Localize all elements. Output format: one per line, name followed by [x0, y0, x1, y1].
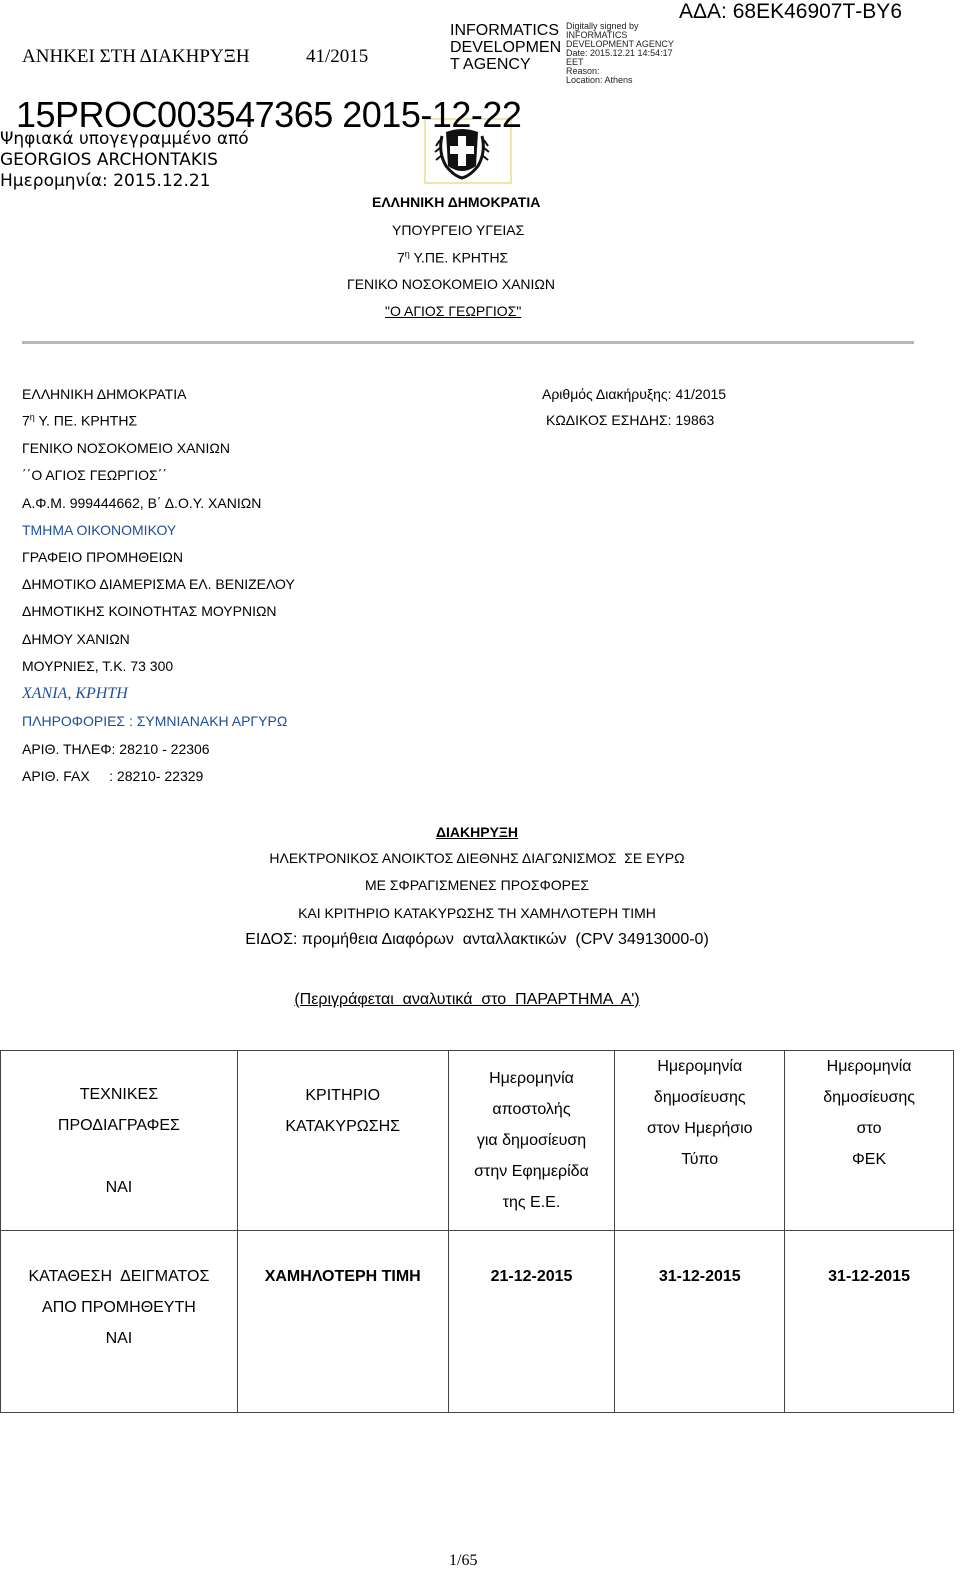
cell-text: 21-12-2015 — [490, 1268, 573, 1285]
digital-signature-block — [566, 22, 674, 85]
belongs-to-number: 41/2015 — [306, 46, 369, 67]
agency-line: INFORMATICS — [450, 22, 560, 39]
cell-text: ΧΑΜΗΛΟΤΕΡΗ ΤΙΜΗ — [264, 1268, 421, 1285]
esidis-code: ΚΩΔΙΚΟΣ ΕΣΗΔΗΣ: 19863 — [546, 412, 715, 428]
sender-tax-id: Α.Φ.Μ. 999444662, Β΄ Δ.Ο.Υ. ΧΑΝΙΩΝ — [22, 495, 262, 511]
cell-text: Ημερομηνία — [489, 1070, 574, 1087]
procurement-id: 15PROC003547365 2015-12-22 — [16, 94, 522, 135]
hospital-name-text: "Ο ΑΓΙΟΣ ΓΕΩΡΓΙΟΣ" — [385, 303, 522, 319]
region-name: Υ.ΠΕ. ΚΡΗΤΗΣ — [409, 249, 509, 266]
sender-phone: ΑΡΙΘ. ΤΗΛΕΦ: 28210 - 22306 — [22, 741, 210, 757]
sender-hospital-name: ΄΄Ο ΑΓΙΟΣ ΓΕΩΡΓΙΟΣ΄΄ — [22, 467, 168, 483]
sender-district: ΔΗΜΟΤΙΚΟ ΔΙΑΜΕΡΙΣΜΑ ΕΛ. ΒΕΝΙΖΕΛΟΥ — [22, 576, 295, 592]
table-header-row — [1, 1051, 954, 1231]
tender-summary-table — [0, 1050, 954, 1413]
document-heading: ΔΙΑΚΗΡΥΞΗ — [435, 824, 519, 840]
signed-by-name: GEORGIOS ARCHONTAKIS — [0, 150, 218, 170]
masthead-republic: ΕΛΛΗΝΙΚΗ ΔΗΜΟΚΡΑΤΙΑ — [372, 194, 541, 210]
cell-text: της Ε.Ε. — [502, 1194, 561, 1211]
table-cell — [1, 1231, 238, 1413]
cell-text: ΑΠΟ ΠΡΟΜΗΘΕΥΤΗ — [42, 1299, 196, 1316]
cell-text: ΝΑΙ — [105, 1178, 133, 1196]
cell-text: 31-12-2015 — [828, 1268, 910, 1285]
annex-reference: (Περιγράφεται αναλυτικά στο ΠΑΡΑΡΤΗΜΑ Α') — [294, 991, 640, 1008]
cell-text: στην Εφημερίδα — [474, 1163, 589, 1180]
cell-text: στο — [856, 1120, 882, 1137]
cell-text: ΤΕΧΝΙΚΕΣ — [79, 1085, 159, 1103]
tender-sealed: ΜΕ ΣΦΡΑΓΙΣΜΕΝΕΣ ΠΡΟΣΦΟΡΕΣ — [365, 877, 589, 893]
signature-line: Date: 2015.12.21 14:54:17 — [566, 48, 673, 58]
table-header-cell — [1, 1051, 238, 1231]
cell-text: Τύπο — [681, 1151, 719, 1168]
table-header-cell — [615, 1051, 785, 1231]
table-header-cell — [785, 1051, 954, 1231]
sender-municipality: ΔΗΜΟΥ ΧΑΝΙΩΝ — [22, 631, 130, 647]
agency-line: T AGENCY — [450, 56, 531, 73]
sender-community: ΔΗΜΟΤΙΚΗΣ ΚΟΙΝΟΤΗΤΑΣ ΜΟΥΡΝΙΩΝ — [22, 603, 277, 619]
sender-fax: ΑΡΙΘ. FAX : 28210- 22329 — [22, 768, 204, 784]
signed-by-label: Ψηφιακά υπογεγραμμένο από — [0, 129, 249, 149]
sender-department: ΤΜΗΜΑ ΟΙΚΟΝΟΜΙΚΟΥ — [22, 522, 177, 538]
header-divider — [22, 341, 914, 344]
table-cell — [785, 1231, 954, 1413]
region-number: 7 — [397, 249, 405, 266]
masthead-hospital: ΓΕΝΙΚΟ ΝΟΣΟΚΟΜΕΙΟ ΧΑΝΙΩΝ — [347, 276, 555, 292]
sender-region-sup: η — [29, 412, 35, 422]
cell-text: αποστολής — [492, 1101, 571, 1118]
table-cell — [237, 1231, 448, 1413]
cell-text: ΦΕΚ — [852, 1151, 887, 1168]
cell-text: ΚΡΙΤΗΡΙΟ — [305, 1087, 381, 1104]
sender-hospital: ΓΕΝΙΚΟ ΝΟΣΟΚΟΜΕΙΟ ΧΑΝΙΩΝ — [22, 440, 230, 456]
cell-text — [1, 1141, 237, 1172]
cell-text: στον Ημερήσιο — [647, 1120, 753, 1137]
cell-text: Ημερομηνία — [657, 1058, 743, 1075]
sender-region-name: Υ. ΠΕ. ΚΡΗΤΗΣ — [34, 412, 138, 429]
cell-text: ΝΑΙ — [105, 1330, 133, 1347]
belongs-to-label: ΑΝΗΚΕΙ ΣΤΗ ΔΙΑΚΗΡΥΞΗ — [22, 46, 250, 67]
table-cell — [615, 1231, 785, 1413]
sender-region — [22, 412, 137, 429]
cell-text: Ημερομηνία — [826, 1058, 912, 1075]
cell-text: για δημοσίευση — [476, 1132, 587, 1149]
masthead-region — [397, 249, 508, 266]
tender-number: Αριθμός Διακήρυξης: 41/2015 — [542, 386, 727, 402]
tender-type: ΗΛΕΚΤΡΟΝΙΚΟΣ ΑΝΟΙΚΤΟΣ ΔΙΕΘΝΗΣ ΔΙΑΓΩΝΙΣΜΟΣ ΣΕ ΕΥΡΩ — [269, 850, 685, 866]
masthead-ministry: ΥΠΟΥΡΓΕΙΟ ΥΓΕΙΑΣ — [392, 222, 525, 238]
cell-text: δημοσίευσης — [653, 1089, 746, 1106]
page-number: 1/65 — [449, 1552, 478, 1569]
agency-line: DEVELOPMEN — [450, 39, 562, 56]
sender-region-number: 7 — [22, 412, 30, 429]
sender-city: ΧΑΝΙΑ, ΚΡΗΤΗ — [22, 685, 128, 702]
signature-line: Location: Athens — [566, 75, 633, 85]
signature-line: INFORMATICS — [566, 30, 628, 40]
signature-line: DEVELOPMENT AGENCY — [566, 39, 674, 49]
cell-text: ΠΡΟΔΙΑΓΡΑΦΕΣ — [57, 1116, 180, 1134]
tender-item: ΕΙΔΟΣ: προμήθεια Διαφόρων ανταλλακτικών (CPV 34913000-0) — [245, 931, 709, 948]
sender-republic: ΕΛΛΗΝΙΚΗ ΔΗΜΟΚΡΑΤΙΑ — [22, 386, 187, 402]
signature-line: Digitally signed by — [566, 21, 639, 31]
signed-date: Ημερομηνία: 2015.12.21 — [0, 171, 211, 191]
agency-name — [450, 22, 561, 73]
table-row — [1, 1231, 954, 1413]
cell-text: ΚΑΤΑΚΥΡΩΣΗΣ — [285, 1118, 401, 1135]
signature-line: Reason: — [566, 66, 600, 76]
ada-code: ΑΔΑ: 68ΕΚ46907Τ-ΒΥ6 — [679, 0, 902, 23]
table-cell — [448, 1231, 615, 1413]
sender-postcode: ΜΟΥΡΝΙΕΣ, Τ.Κ. 73 300 — [22, 658, 174, 674]
sender-office: ΓΡΑΦΕΙΟ ΠΡΟΜΗΘΕΙΩΝ — [22, 549, 183, 565]
cell-text: δημοσίευσης — [823, 1089, 915, 1106]
cell-text: ΚΑΤΑΘΕΣΗ ΔΕΙΓΜΑΤΟΣ — [28, 1268, 210, 1285]
signature-line: EET — [566, 57, 584, 67]
table-header-cell — [448, 1051, 615, 1231]
tender-criterion: ΚΑΙ ΚΡΙΤΗΡΙΟ ΚΑΤΑΚΥΡΩΣΗΣ ΤΗ ΧΑΜΗΛΟΤΕΡΗ ΤΙΜΗ — [298, 905, 656, 921]
region-superscript: η — [404, 249, 410, 259]
cell-text: 31-12-2015 — [658, 1268, 741, 1285]
masthead-hospital-name — [385, 303, 521, 319]
table-header-cell — [237, 1051, 448, 1231]
sender-contact: ΠΛΗΡΟΦΟΡΙΕΣ : ΣΥΜΝΙΑΝΑΚΗ ΑΡΓΥΡΩ — [22, 713, 288, 729]
